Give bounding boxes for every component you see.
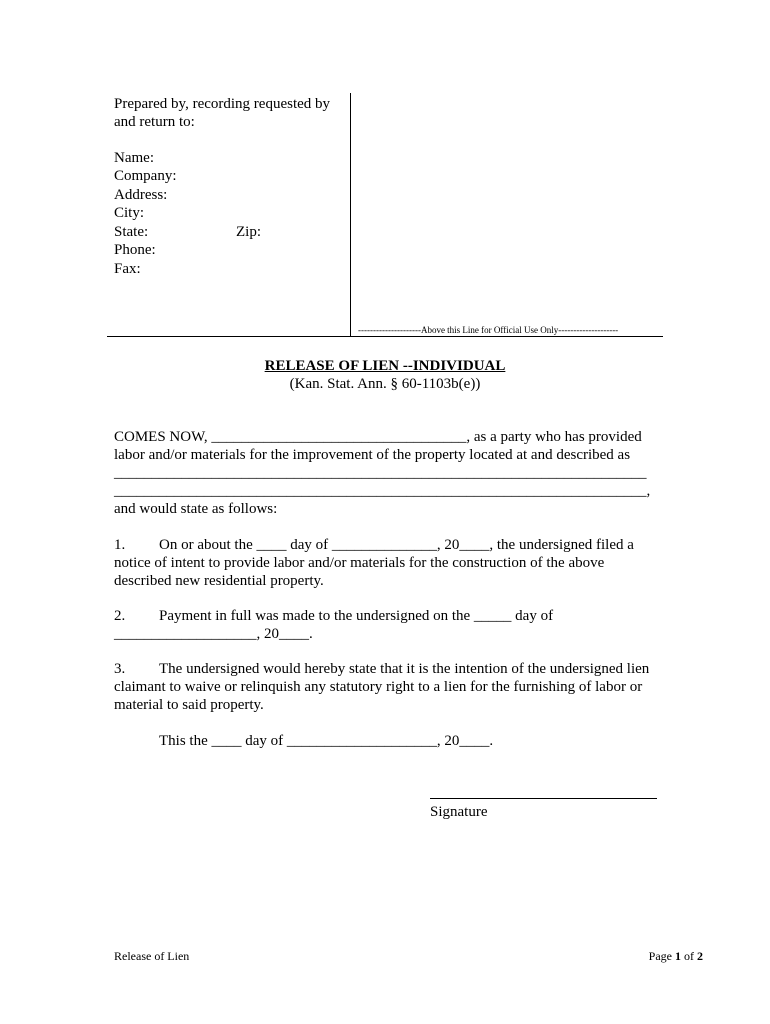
phone-label: Phone: [114,242,156,258]
item-1-line-1: On or about the ____ day of ______________, 20____, the undersigned filed a [159,537,634,553]
item-1-line-2: notice of intent to provide labor and/or materials for the construction of the above [114,555,605,571]
page-of: of [681,949,697,963]
footer-document-name: Release of Lien [114,949,190,963]
prepared-by-line-1: Prepared by, recording requested by [114,96,331,112]
page-prefix: Page [648,949,675,963]
page-total: 2 [697,949,703,963]
document-title: RELEASE OF LIEN --INDIVIDUAL [264,358,506,374]
item-2-number: 2. [114,608,126,624]
intro-line-1: COMES NOW, __________________________________, as a party who has provided [114,429,642,445]
item-1-line-3: described new residential property. [114,573,324,589]
company-label: Company: [114,168,177,184]
property-blank-line-1: _______________________________________________________________________ [114,465,647,481]
signature-line [430,798,657,799]
dated-line: This the ____ day of ____________________, 20____. [159,733,494,749]
address-label: Address: [114,187,168,203]
page-current: 1 [675,949,681,963]
zip-label: Zip: [236,224,261,240]
intro-line-2: labor and/or materials for the improvement of the property located at and described as [114,447,631,463]
name-label: Name: [114,150,154,166]
prepared-by-line-2: and return to: [114,114,195,130]
state-as-follows: and would state as follows: [114,501,278,517]
header-horizontal-divider [107,336,663,337]
signature-label: Signature [430,804,488,820]
item-3-line-3: material to said property. [114,697,264,713]
item-3-line-2: claimant to waive or relinquish any statutory right to a lien for the furnishing of labor or [114,679,643,695]
state-label: State: [114,224,149,240]
statute-reference: (Kan. Stat. Ann. § 60-1103b(e)) [289,376,481,392]
official-use-notice: ---------------------Above this Line for Official Use Only-------------------- [358,325,619,335]
fax-label: Fax: [114,261,141,277]
item-2-line-2: ___________________, 20____. [114,626,313,642]
item-3-number: 3. [114,661,126,677]
header-vertical-divider [350,93,351,337]
item-2-line-1: Payment in full was made to the undersigned on the _____ day of [159,608,554,624]
footer-page-number [649,949,703,963]
item-1-number: 1. [114,537,126,553]
city-label: City: [114,205,145,221]
property-blank-line-2: _______________________________________________________________________, [114,483,651,499]
item-3-line-1: The undersigned would hereby state that it is the intention of the undersigned lien [159,661,650,677]
